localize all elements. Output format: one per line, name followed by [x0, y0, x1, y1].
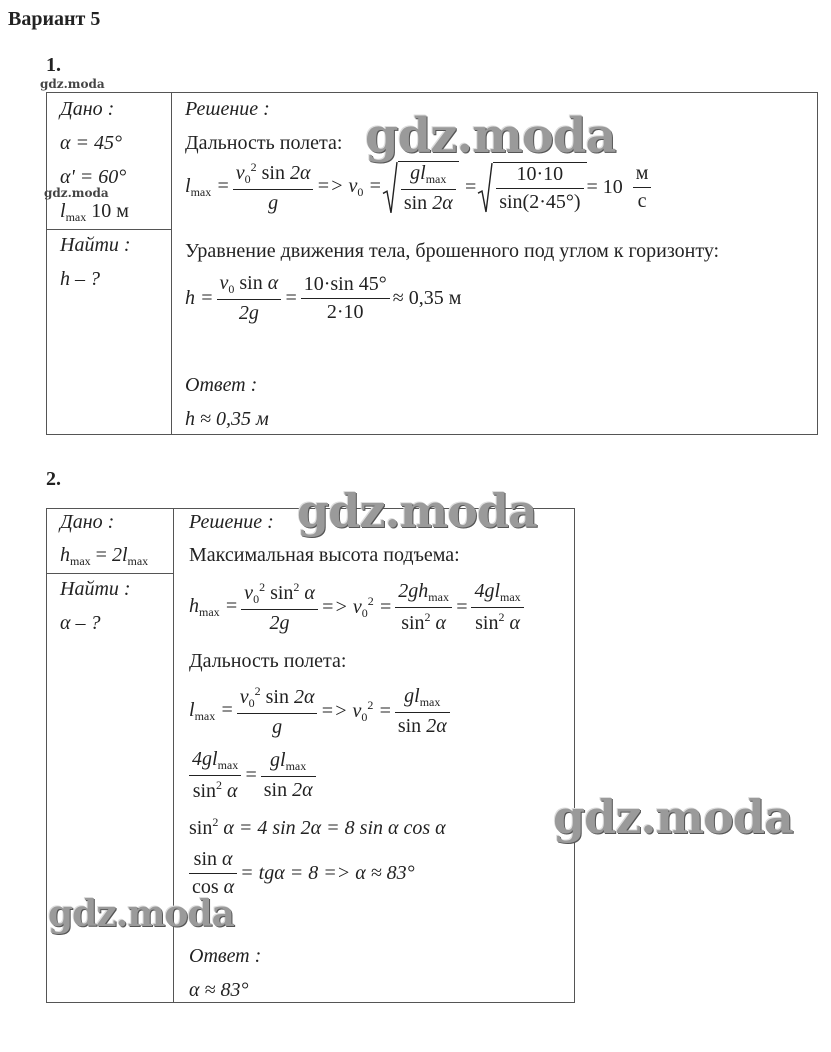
numerator: 10·sin 45°: [303, 273, 387, 295]
equation-max-height: $h_{max}$ = $\frac{v_0^2 \sin^2 \alpha}{2g}$ => $v_0^2$ = $\frac{2gh_{max}}{\sin^2 \alpha}$ = $\frac{4gl_{max}}{\sin^2 \alpha}$: [189, 580, 527, 635]
answer-value: α ≈ 83°: [189, 979, 249, 1001]
velocity-result: = 10: [586, 176, 623, 198]
find-label: Найти :: [60, 578, 131, 600]
height-result: ≈ 0,35 м: [392, 287, 462, 309]
solution-label: Решение :: [185, 98, 270, 120]
watermark: gdz.moda: [48, 893, 234, 935]
divider: [171, 92, 172, 435]
watermark-small: gdz.moda: [44, 186, 109, 200]
given-alpha-prime: α' = 60°: [60, 166, 127, 188]
page-title: Вариант 5: [8, 8, 101, 30]
text-line: Максимальная высота подъема:: [189, 544, 460, 566]
numerator: 10·10: [516, 162, 564, 185]
equation-range: $l_{max}$ = $\frac{v_0^2 \sin 2\alpha}{g}$ => $v_0$ = $\frac{gl_{max}}{\sin 2\alpha}$ = $\frac{10\cdot 10}{\sin(2\cdot 45^\circ)}$ = 10 $\frac{м}{с}$: [185, 160, 654, 215]
sin-rest: α = 4 sin 2α = 8 sin α cos α: [218, 817, 446, 839]
given-alpha: α = 45°: [60, 132, 122, 154]
given-hmax: $h_{max} = 2l_{max}$: [60, 544, 149, 568]
denominator: 2·10: [301, 298, 390, 324]
tg-result: = tgα = 8 => α ≈ 83°: [240, 862, 415, 884]
text-line: Уравнение движения тела, брошенного под углом к горизонту:: [185, 240, 720, 262]
watermark-small: gdz.moda: [40, 77, 105, 91]
watermark: gdz.moda: [553, 790, 793, 844]
divider: [46, 229, 171, 230]
answer-value: h ≈ 0,35 м: [185, 408, 269, 430]
divider: [46, 573, 173, 574]
find-value: h – ?: [60, 268, 100, 290]
problem-1-number: 1.: [46, 54, 61, 76]
watermark: gdz.moda: [297, 484, 537, 538]
equation-height: h = $\frac{v_0 \sin \alpha}{2g}$ = $\frac{10\cdot\sin 45^\circ}{2\cdot 10}$ ≈ 0,35 м: [185, 272, 462, 324]
unit-m: м: [635, 162, 649, 184]
given-label: Дано :: [60, 511, 115, 533]
equation-sin: $\sin^2 \alpha = 4$ sin 2α = 8 sin α cos α: [189, 815, 446, 839]
solution-label: Решение :: [189, 511, 274, 533]
find-value: α – ?: [60, 612, 101, 634]
sin-text: sin: [189, 817, 213, 839]
equation-range: $l_{max}$ = $\frac{v_0^2 \sin 2\alpha}{g}$ => $v_0^2$ = $\frac{gl_{max}}{\sin 2\alpha}$: [189, 684, 453, 739]
denominator: sin(2·45°): [496, 188, 583, 214]
text-line: Дальность полета:: [189, 650, 347, 672]
problem-2-number: 2.: [46, 468, 61, 490]
equation-tg: $\frac{\text{sin α}}{\text{cos α}}$ = tgα = 8 => α ≈ 83°: [189, 848, 415, 899]
equation-equate: $\frac{4gl_{max}}{\sin^2 \alpha}$ = $\frac{gl_{max}}{\sin 2\alpha}$: [189, 748, 319, 803]
given-lmax-value: 10 м: [91, 200, 129, 222]
given-lmax: $l_{max}$ 10 м: [60, 200, 129, 224]
unit-s: с: [633, 187, 652, 213]
find-label: Найти :: [60, 234, 131, 256]
watermark: gdz.moda: [365, 108, 616, 164]
answer-label: Ответ :: [189, 945, 262, 967]
text-line: Дальность полета:: [185, 132, 343, 154]
given-label: Дано :: [60, 98, 115, 120]
answer-label: Ответ :: [185, 374, 258, 396]
